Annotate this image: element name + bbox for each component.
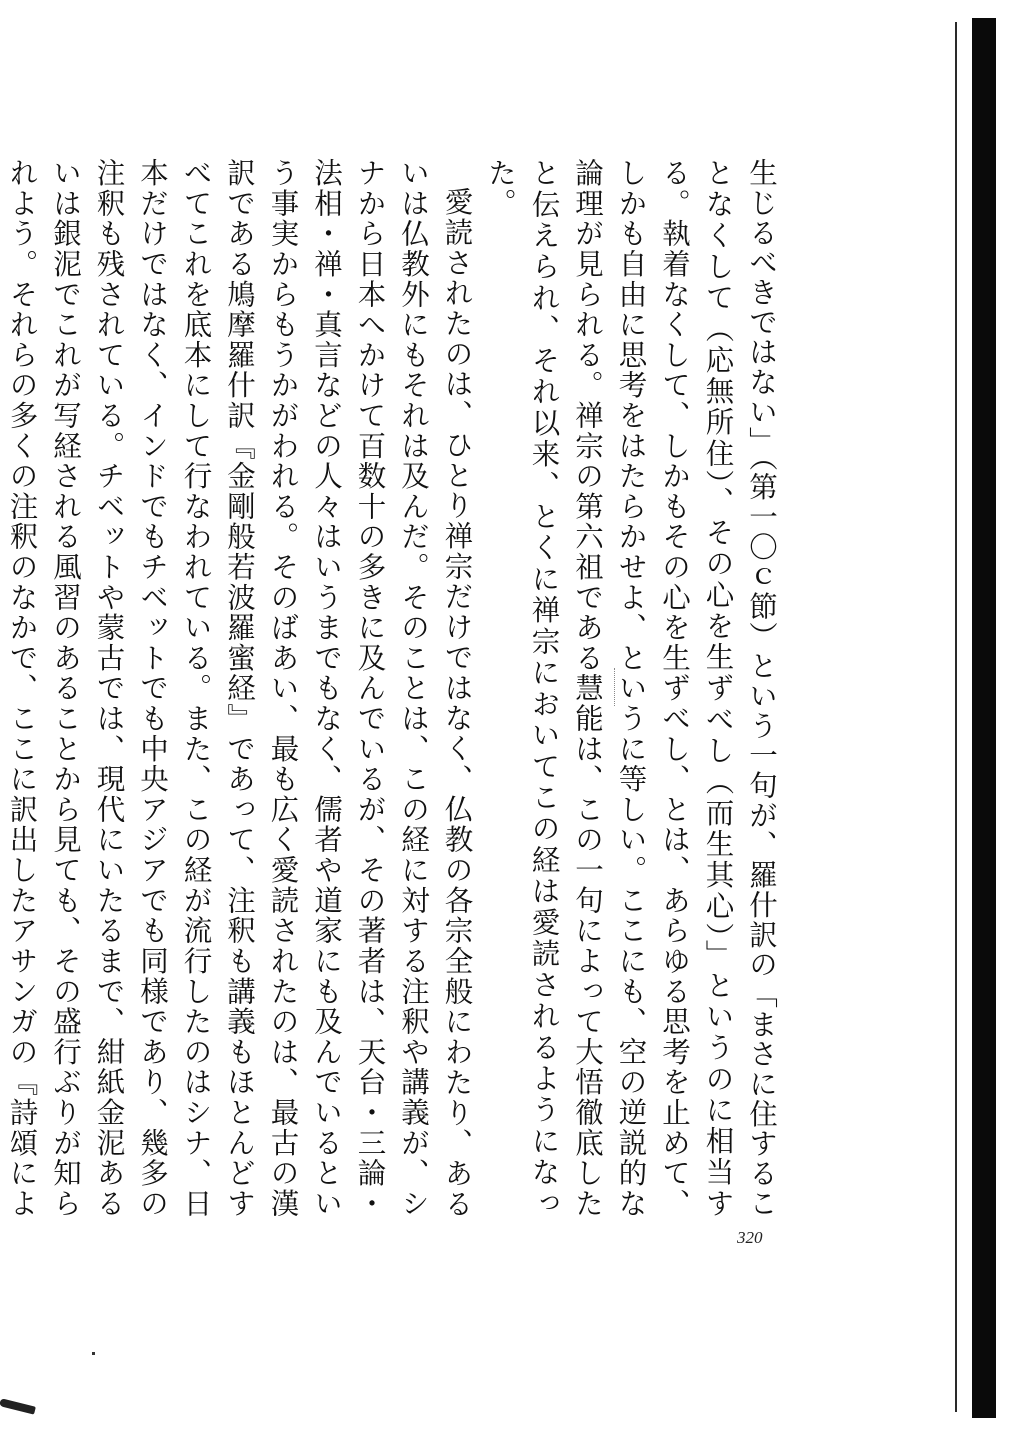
vertical-text-body bbox=[5, 158, 783, 1218]
scan-speck bbox=[614, 668, 617, 706]
scan-edge-shadow bbox=[972, 18, 996, 1418]
scan-smudge bbox=[0, 1398, 36, 1414]
paragraph-2: 愛読されたのは、ひとり禅宗だけではなく、仏教の各宗全般にわたり、あるいは仏教外にもそれは及んだ。そのことは、この経に対する注釈や講義が、シナから日本へかけて百数十の多きに及んでいるが、その著者は、天台・三論・法相・禅・真言などの人々はいうまでもなく、儒者や道家にも及んでいるという事実からもうかがわれる。そのばあい、最も広く愛読されたのは、最古の漢訳である鳩摩羅什訳『金剛般若波羅蜜経』であって、注釈も講義もほとんどすべてこれを底本にして行なわれている。また、この経が流行したのはシナ、日本だけではなく、インドでもチベットでも中央アジアでも同様であり、幾多の注釈も残されている。チベットや蒙古では、現代にいたるまで、紺紙金泥あるいは銀泥でこれが写経される風習のあることから見ても、その盛行ぶりが知られよう。それらの多くの注釈のなかで、ここに訳出したアサンガの『詩頌によ bbox=[5, 158, 474, 1218]
paragraph-1: 生じるべきではない」（第一〇ｃ節）という一句が、羅什訳の「まさに住することなくして（応無所住）、その心を生ずべし（而生其心）」というのに相当する。執着なくして、しかもその心を生ずべし、とは、あらゆる思考を止めて、しかも自由に思考をはたらかせよ、というに等しい。ここにも、空の逆説的な論理が見られる。禅宗の第六祖である慧能は、この一句によって大悟徹底したと伝えられ、それ以来、とくに禅宗においてこの経は愛読されるようになった。 bbox=[484, 158, 778, 1218]
scan-dot bbox=[92, 1352, 95, 1355]
scan-edge-line bbox=[955, 22, 957, 1412]
page-number: 320 bbox=[737, 1228, 763, 1247]
